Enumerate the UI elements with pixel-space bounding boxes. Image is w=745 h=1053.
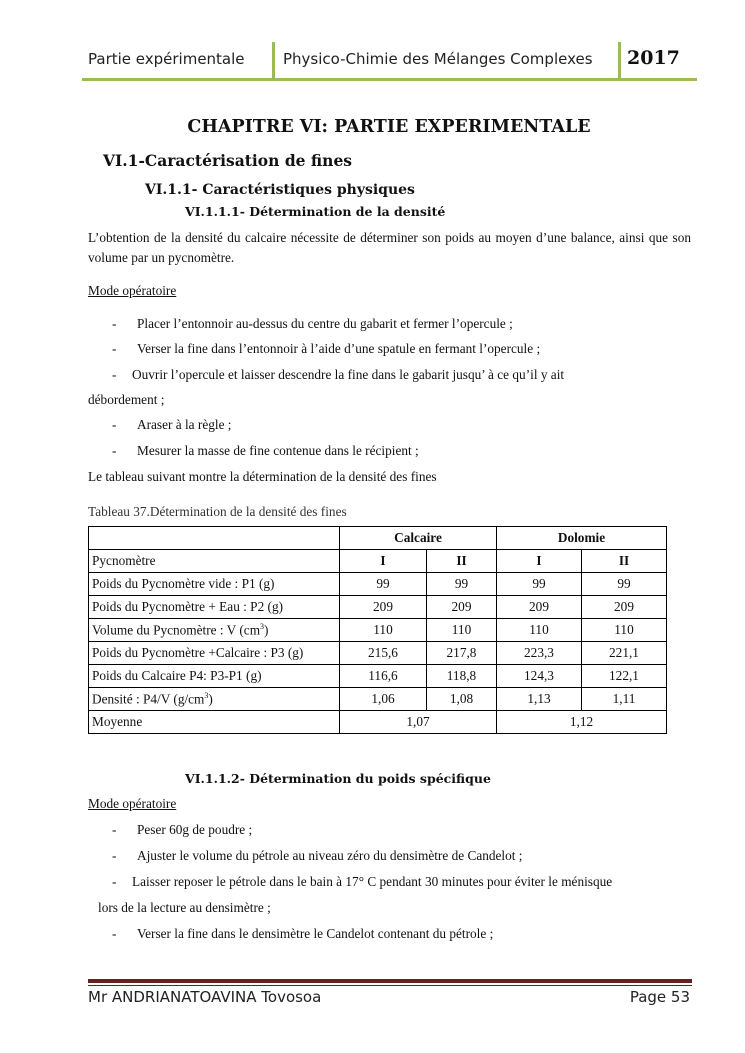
table-cell: 110 — [427, 619, 497, 642]
table-cell: 215,6 — [340, 642, 427, 665]
footer-author: Mr ANDRIANATOAVINA Tovosoa — [88, 988, 322, 1006]
table-cell: 223,3 — [497, 642, 582, 665]
table-cell: 1,08 — [427, 688, 497, 711]
heading-3: VI.1.1.2- Détermination du poids spécifique — [185, 771, 491, 786]
list-item: - Verser la fine dans le densimètre le Candelot contenant du pétrole ; — [112, 926, 494, 941]
table-row — [89, 596, 667, 619]
table-cell: 122,1 — [582, 665, 667, 688]
table-cell: 209 — [340, 596, 427, 619]
row-label: Poids du Calcaire P4: P3-P1 (g) — [89, 665, 340, 688]
row-label: Moyenne — [89, 711, 340, 734]
table-cell: 221,1 — [582, 642, 667, 665]
table-cell: 1,11 — [582, 688, 667, 711]
table-intro: Le tableau suivant montre la détermination de la densité des fines — [88, 469, 437, 484]
list-item: - Ouvrir l’opercule et laisser descendre la fine dans le gabarit jusqu’ à ce qu’il y ait — [112, 367, 565, 382]
table-row — [89, 573, 667, 596]
table-cell: 1,06 — [340, 688, 427, 711]
intro-paragraph: L’obtention de la densité du calcaire nécessite de déterminer son poids au moyen d’une balance, ainsi que son volume par un pycnomètre. — [88, 230, 691, 265]
list-item: - Ajuster le volume du pétrole au niveau zéro du densimètre de Candelot ; — [112, 848, 523, 863]
heading-3: VI.1.1.1- Détermination de la densité — [185, 204, 446, 219]
heading-2: VI.1.1- Caractéristiques physiques — [145, 182, 415, 198]
row-label: Poids du Pycnomètre +Calcaire : P3 (g) — [89, 642, 340, 665]
table-cell: 118,8 — [427, 665, 497, 688]
header-year: 2017 — [627, 47, 680, 69]
footer-rule — [88, 979, 692, 983]
chapter-title: CHAPITRE VI: PARTIE EXPERIMENTALE — [187, 117, 591, 137]
table-cell: 99 — [340, 573, 427, 596]
header-rule — [82, 78, 697, 81]
table-cell: 209 — [427, 596, 497, 619]
list-item: - Placer l’entonnoir au-dessus du centre du gabarit et fermer l’opercule ; — [112, 316, 513, 331]
table-cell: 110 — [497, 619, 582, 642]
sub-header: II — [582, 550, 667, 573]
table-row — [89, 527, 667, 550]
list-item: - Araser à la règle ; — [112, 417, 232, 432]
row-label: Volume du Pycnomètre : V $(cm^3)$ — [89, 619, 340, 642]
list-item: - Verser la fine dans l’entonnoir à l’aide d’une spatule en fermant l’opercule ; — [112, 341, 541, 356]
list-item-continuation: débordement ; — [88, 392, 165, 407]
table-row — [89, 642, 667, 665]
group-header: Dolomie — [497, 527, 667, 550]
table-cell: 110 — [340, 619, 427, 642]
mode-operatoire-label: Mode opératoire — [88, 796, 177, 811]
table-cell: 209 — [497, 596, 582, 619]
heading-1: VI.1-Caractérisation de fines — [103, 151, 353, 170]
table-row — [89, 665, 667, 688]
row-label: Densité : P4/V $(g/cm^3)$ — [89, 688, 340, 711]
sub-header: I — [340, 550, 427, 573]
mean-calcaire: 1,07 — [340, 711, 497, 734]
list-item: - Peser 60g de poudre ; — [112, 822, 253, 837]
table-row — [89, 711, 667, 734]
table-cell: 116,6 — [340, 665, 427, 688]
footer-rule-thin — [88, 985, 692, 986]
row-label: Pycnomètre — [89, 550, 340, 573]
list-item-continuation: lors de la lecture au densimètre ; — [98, 900, 271, 915]
table-row — [89, 688, 667, 711]
sub-header: I — [497, 550, 582, 573]
header-divider — [272, 42, 275, 80]
table-cell: 209 — [582, 596, 667, 619]
sub-header: II — [427, 550, 497, 573]
header-title: Physico-Chimie des Mélanges Complexes — [283, 50, 593, 68]
row-label: Poids du Pycnomètre vide : P1 (g) — [89, 573, 340, 596]
group-header: Calcaire — [340, 527, 497, 550]
table-row — [89, 550, 667, 573]
row-label: Poids du Pycnomètre + Eau : P2 (g) — [89, 596, 340, 619]
density-table — [88, 526, 667, 734]
table-row — [89, 619, 667, 642]
mean-dolomie: 1,12 — [497, 711, 667, 734]
list-item: - Mesurer la masse de fine contenue dans le récipient ; — [112, 443, 419, 458]
mode-operatoire-label: Mode opératoire — [88, 283, 177, 298]
table-cell: 99 — [582, 573, 667, 596]
list-item: - Laisser reposer le pétrole dans le bain à 17° C pendant 30 minutes pour éviter le ménisque — [112, 874, 613, 889]
table-cell: 1,13 — [497, 688, 582, 711]
table-cell: 99 — [427, 573, 497, 596]
footer-page-number: Page 53 — [629, 988, 690, 1006]
table-cell: 217,8 — [427, 642, 497, 665]
header-section: Partie expérimentale — [88, 50, 245, 68]
header-divider — [618, 42, 621, 80]
table-cell: 110 — [582, 619, 667, 642]
table-cell: 99 — [497, 573, 582, 596]
table-cell: 124,3 — [497, 665, 582, 688]
table-caption: Tableau 37.Détermination de la densité des fines — [88, 504, 347, 519]
